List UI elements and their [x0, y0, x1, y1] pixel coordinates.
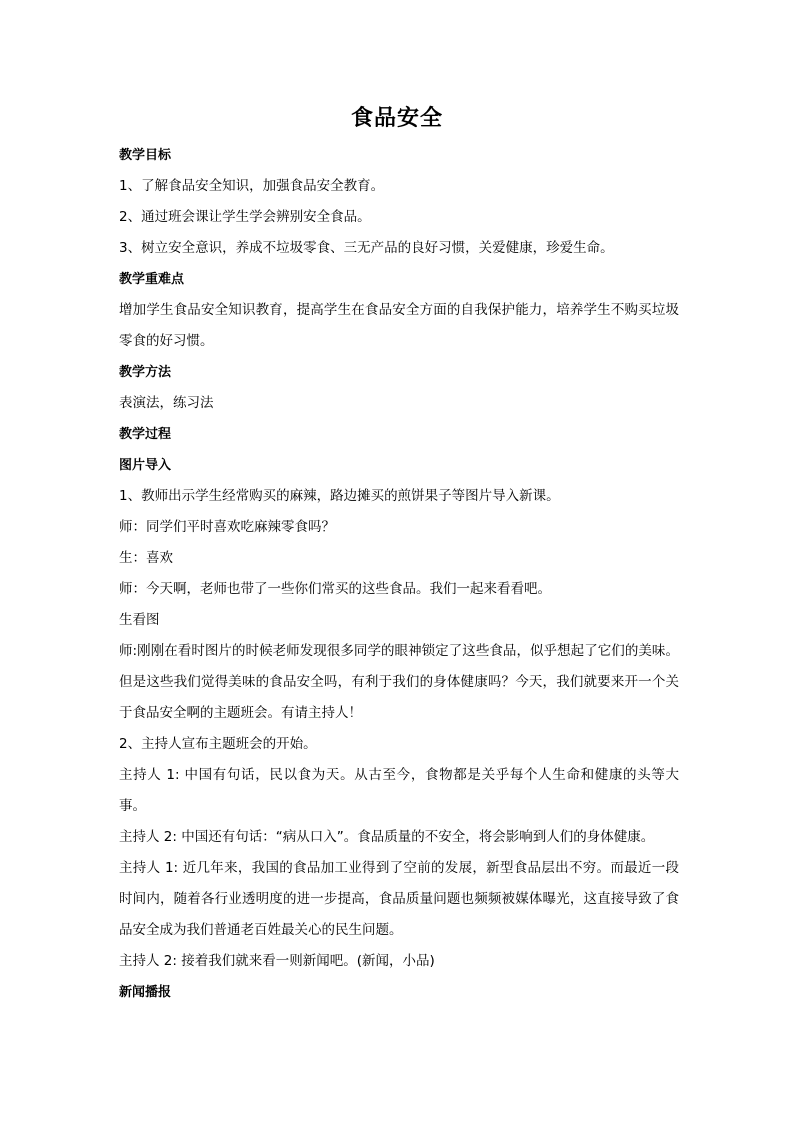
paragraph: 生看图 — [119, 612, 160, 628]
paragraph: 2、通过班会课让学生学会辨别安全食品。 — [119, 209, 371, 225]
section-heading-process: 教学过程 — [119, 427, 172, 442]
paragraph: 表演法，练习法 — [119, 395, 214, 411]
paragraph: 2、主持人宣布主题班会的开始。 — [119, 736, 317, 752]
paragraph: 主持人 1: 近几年来，我国的食品加工业得到了空前的发展，新型食品层出不穷。而最近一段时间内，随着各行业透明度的进一步提高，食品质量问题也频频被媒体曝光，这直接导致了食品安全成为我们普通老百姓最关心的民生问题。 — [119, 860, 679, 938]
document-title: 食品安全 — [350, 106, 443, 131]
paragraph: 增加学生食品安全知识教育，提高学生在食品安全方面的自我保护能力，培养学生不购买垃圾零食的好习惯。 — [119, 302, 679, 349]
section-heading-methods: 教学方法 — [119, 365, 172, 380]
paragraph: 主持人 1: 中国有句话，民以食为天。从古至今，食物都是关乎每个人生命和健康的头等大事。 — [119, 767, 679, 814]
paragraph: 主持人 2: 接着我们就来看一则新闻吧。(新闻，小品) — [119, 953, 435, 969]
section-heading-news: 新闻播报 — [119, 985, 172, 1000]
paragraph: 1、教师出示学生经常购买的麻辣，路边摊买的煎饼果子等图片导入新课。 — [119, 488, 560, 504]
document-body — [119, 140, 679, 1008]
section-heading-picture-intro: 图片导入 — [119, 458, 172, 473]
section-heading-objectives: 教学目标 — [119, 148, 172, 163]
paragraph: 主持人 2: 中国还有句话：“病从口入”。食品质量的不安全，将会影响到人们的身体健康。 — [119, 829, 655, 845]
section-heading-key-points: 教学重难点 — [119, 272, 185, 287]
paragraph: 生：喜欢 — [119, 550, 173, 566]
paragraph: 师:刚刚在看时图片的时候老师发现很多同学的眼神锁定了这些食品，似乎想起了它们的美味。但是这些我们觉得美味的食品安全吗，有利于我们的身体健康吗？今天，我们就要来开一个关于食品安全啊的主题班会。有请主持人！ — [119, 643, 679, 721]
paragraph: 1、了解食品安全知识，加强食品安全教育。 — [119, 178, 385, 194]
paragraph: 3、树立安全意识，养成不垃圾零食、三无产品的良好习惯，关爱健康，珍爱生命。 — [119, 240, 614, 256]
paragraph: 师：今天啊，老师也带了一些你们常买的这些食品。我们一起来看看吧。 — [119, 581, 551, 597]
paragraph: 师：同学们平时喜欢吃麻辣零食吗？ — [119, 519, 335, 535]
